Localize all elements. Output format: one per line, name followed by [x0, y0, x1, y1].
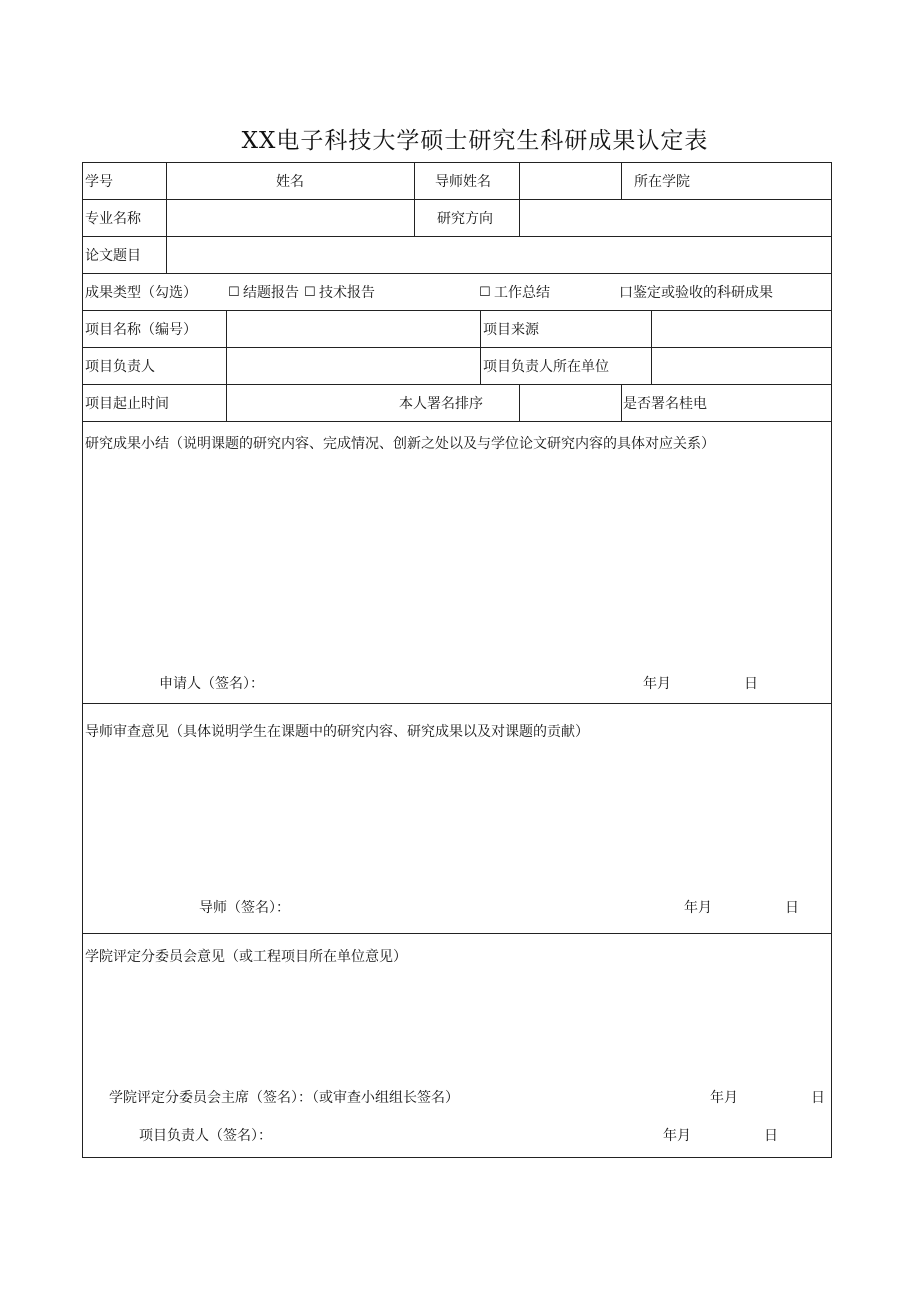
section-divider — [83, 933, 831, 934]
row-divider — [83, 310, 831, 311]
page-title: XX电子科技大学硕士研究生科研成果认定表 — [241, 128, 709, 154]
col-divider — [166, 199, 167, 236]
col-divider — [414, 163, 415, 199]
advisor-year-month: 年月 — [684, 900, 712, 916]
row-divider — [83, 199, 831, 200]
committee-label: 学院评定分委员会意见（或工程项目所在单位意见） — [85, 949, 407, 965]
label-college: 所在学院 — [634, 174, 690, 190]
label-project-source: 项目来源 — [483, 322, 539, 338]
option-final-report: 结题报告 — [243, 285, 299, 301]
label-leader-unit: 项目负责人所在单位 — [483, 359, 609, 375]
leader-day: 日 — [764, 1128, 778, 1144]
label-project-leader: 项目负责人 — [85, 359, 155, 375]
option-tech-report: 技术报告 — [319, 285, 375, 301]
applicant-day: 日 — [744, 676, 758, 692]
option-work-summary: 工作总结 — [494, 285, 550, 301]
certification-form — [82, 162, 832, 1158]
label-project-period: 项目起止时间 — [85, 396, 169, 412]
col-divider — [621, 163, 622, 199]
checkbox-work-summary[interactable]: ☐ — [479, 285, 491, 300]
col-divider — [226, 347, 227, 384]
col-divider — [226, 310, 227, 347]
applicant-year-month: 年月 — [643, 676, 671, 692]
col-divider — [519, 384, 520, 421]
row-divider — [83, 347, 831, 348]
label-project-name: 项目名称（编号） — [85, 322, 197, 338]
row-divider — [83, 236, 831, 237]
col-divider — [519, 199, 520, 236]
advisor-signature-label: 导师（签名）： — [199, 900, 290, 916]
advisor-day: 日 — [785, 900, 799, 916]
leader-signature-label: 项目负责人（签名）： — [139, 1128, 272, 1144]
option-appraised-result: 鉴定或验收的科研成果 — [633, 285, 773, 301]
label-thesis-title: 论文题目 — [85, 248, 141, 264]
label-major: 专业名称 — [85, 211, 141, 227]
label-research-direction: 研究方向 — [437, 211, 493, 227]
label-student-id: 学号 — [85, 174, 113, 190]
checkbox-tech-report[interactable]: ☐ — [304, 285, 316, 300]
checkbox-appraised-result[interactable]: 口 — [619, 285, 633, 301]
col-divider — [651, 310, 652, 347]
summary-label: 研究成果小结（说明课题的研究内容、完成情况、创新之处以及与学位论文研究内容的具体对应关系） — [85, 436, 715, 452]
leader-year-month: 年月 — [663, 1128, 691, 1144]
label-signature-order: 本人署名排序 — [399, 396, 483, 412]
col-divider — [651, 347, 652, 384]
chair-signature-label: 学院评定分委员会主席（签名）：（或审查小组组长签名） — [109, 1090, 459, 1106]
label-signed-guidian: 是否署名桂电 — [623, 396, 707, 412]
label-name: 姓名 — [276, 174, 304, 190]
chair-year-month: 年月 — [710, 1090, 738, 1106]
col-divider — [166, 163, 167, 199]
col-divider — [414, 199, 415, 236]
section-divider — [83, 703, 831, 704]
col-divider — [226, 384, 227, 421]
row-divider — [83, 421, 831, 422]
chair-day: 日 — [811, 1090, 825, 1106]
col-divider — [166, 236, 167, 273]
applicant-signature-label: 申请人（签名）： — [159, 676, 264, 692]
row-divider — [83, 273, 831, 274]
label-advisor-name: 导师姓名 — [435, 174, 491, 190]
label-achievement-type: 成果类型（勾选） — [85, 285, 197, 301]
col-divider — [519, 163, 520, 199]
checkbox-final-report[interactable]: ☐ — [228, 285, 240, 300]
col-divider — [480, 347, 481, 384]
advisor-review-label: 导师审查意见（具体说明学生在课题中的研究内容、研究成果以及对课题的贡献） — [85, 724, 589, 740]
row-divider — [83, 384, 831, 385]
col-divider — [621, 384, 622, 421]
col-divider — [480, 310, 481, 347]
